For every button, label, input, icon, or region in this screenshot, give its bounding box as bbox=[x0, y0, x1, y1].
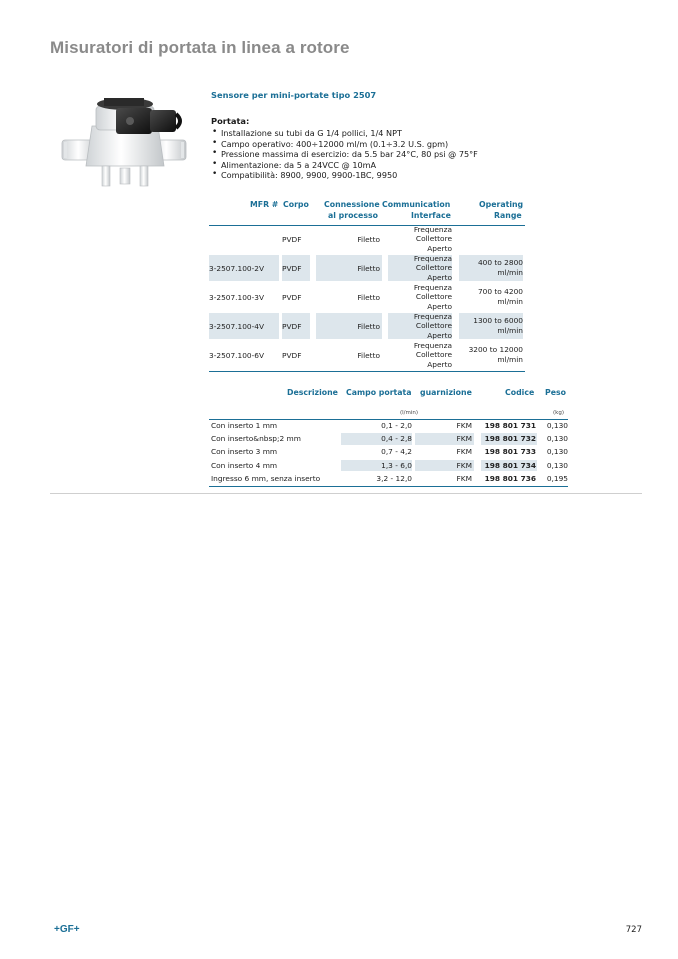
spec-item: • Compatibilità: 8900, 9900, 9900-1BC, 9950 bbox=[211, 170, 478, 181]
cell-comm-line: Collettore bbox=[415, 234, 452, 244]
spec-list bbox=[211, 128, 478, 181]
cell-guarnizione: FKM bbox=[456, 447, 472, 457]
cell-range-line: 400 to 2800 bbox=[477, 258, 523, 268]
cell-comm-line: Aperto bbox=[427, 243, 452, 253]
table-row bbox=[209, 226, 525, 255]
cell-comm-line: Aperto bbox=[427, 330, 452, 340]
cell-range-line: ml/min bbox=[497, 355, 523, 364]
header-mfr: MFR # bbox=[250, 200, 279, 209]
table-row bbox=[209, 460, 568, 473]
sensor-models-table bbox=[209, 198, 525, 372]
cell-comm-line: Frequenza bbox=[413, 224, 452, 234]
cell-comm-line: Aperto bbox=[427, 272, 452, 282]
cell-campo: 0,1 - 2,0 bbox=[381, 421, 412, 430]
cell-corpo: PVDF bbox=[282, 292, 302, 302]
cell-corpo: PVDF bbox=[282, 234, 302, 244]
cell-connessione: Filetto bbox=[357, 292, 380, 302]
cell-comm-line: Collettore bbox=[415, 321, 452, 331]
cell-campo: 3,2 - 12,0 bbox=[376, 473, 412, 483]
header-codice: Codice bbox=[505, 388, 535, 397]
cell-guarnizione: FKM bbox=[456, 473, 472, 483]
cell-range-line: ml/min bbox=[497, 297, 523, 306]
cell-range-line: 3200 to 12000 bbox=[468, 345, 523, 355]
product-title: Sensore per mini-portate tipo 2507 bbox=[211, 90, 377, 100]
cell-corpo: PVDF bbox=[282, 263, 302, 273]
cell-connessione: Filetto bbox=[357, 234, 380, 244]
cell-codice: 198 801 734 bbox=[484, 460, 536, 470]
spec-heading: Portata: bbox=[211, 116, 250, 126]
table-row bbox=[209, 446, 568, 459]
cell-comm-line: Collettore bbox=[415, 263, 452, 273]
cell-mfr: 3-2507.100-2V bbox=[209, 263, 265, 273]
cell-peso: 0,130 bbox=[546, 434, 568, 444]
page-divider bbox=[50, 493, 642, 494]
cell-connessione: Filetto bbox=[357, 263, 380, 273]
cell-codice: 198 801 736 bbox=[484, 473, 536, 483]
spec-item: • Pressione massima di esercizio: da 5.5 bar 24°C, 80 psi @ 75°F bbox=[211, 149, 478, 160]
cell-descrizione: Con inserto 1 mm bbox=[211, 421, 278, 430]
cell-campo: 1,3 - 6,0 bbox=[381, 460, 412, 470]
header-communication-line2: Interface bbox=[411, 211, 451, 220]
cell-peso: 0,130 bbox=[546, 447, 568, 457]
header-connessione-line2: al processo bbox=[328, 211, 378, 220]
table-row bbox=[209, 420, 568, 433]
header-range-line2: Range bbox=[494, 211, 522, 220]
table-row bbox=[209, 313, 525, 342]
page-number: 727 bbox=[625, 925, 642, 935]
cell-connessione: Filetto bbox=[357, 350, 380, 360]
cell-comm-line: Collettore bbox=[415, 350, 452, 360]
cell-codice: 198 801 732 bbox=[484, 434, 536, 444]
header-corpo: Corpo bbox=[283, 200, 309, 209]
cell-connessione: Filetto bbox=[357, 321, 380, 331]
cell-peso: 0,130 bbox=[546, 460, 568, 470]
cell-mfr: 3-2507.100-4V bbox=[209, 321, 265, 331]
table-row bbox=[209, 284, 525, 313]
table-row bbox=[209, 433, 568, 446]
table-row bbox=[209, 473, 568, 486]
cell-descrizione: Con inserto 4 mm bbox=[211, 460, 278, 470]
cell-range-line: 1300 to 6000 bbox=[473, 316, 523, 326]
spec-item: • Installazione su tubi da G 1/4 pollici, 1/4 NPT bbox=[211, 128, 478, 139]
cell-codice: 198 801 731 bbox=[484, 421, 536, 430]
cell-descrizione: Con inserto 3 mm bbox=[211, 447, 278, 457]
cell-range-line: ml/min bbox=[497, 326, 523, 335]
unit-peso: (kg) bbox=[553, 410, 564, 416]
header-range: Operating bbox=[479, 200, 524, 209]
table-header bbox=[209, 198, 525, 226]
table-row bbox=[209, 342, 525, 371]
cell-comm-line: Aperto bbox=[427, 301, 452, 311]
table-row bbox=[209, 255, 525, 284]
table-header bbox=[209, 386, 568, 410]
cell-range-line: ml/min bbox=[497, 268, 523, 277]
cell-mfr: 3-2507.100-3V bbox=[209, 292, 265, 302]
cell-corpo: PVDF bbox=[282, 350, 302, 360]
unit-campo: (l/min) bbox=[400, 410, 419, 416]
header-descrizione: Descrizione bbox=[287, 388, 338, 397]
header-guarnizione: guarnizione bbox=[420, 388, 472, 397]
rotor-flow-sensor-image bbox=[60, 88, 190, 194]
cell-comm-line: Aperto bbox=[427, 359, 452, 369]
spec-item: • Campo operativo: 400÷12000 ml/m (0.1÷3.2 U.S. gpm) bbox=[211, 139, 478, 150]
page-title: Misuratori di portata in linea a rotore bbox=[50, 38, 350, 57]
cell-campo: 0,4 - 2,8 bbox=[381, 434, 412, 444]
cell-descrizione: Ingresso 6 mm, senza inserto bbox=[211, 473, 321, 483]
cell-comm-line: Frequenza bbox=[413, 282, 452, 292]
cell-peso: 0,130 bbox=[546, 421, 568, 430]
inserts-table bbox=[209, 386, 568, 487]
cell-mfr: 3-2507.100-6V bbox=[209, 350, 265, 360]
header-campo: Campo portata bbox=[346, 388, 412, 397]
cell-guarnizione: FKM bbox=[456, 460, 472, 470]
units-row bbox=[209, 410, 568, 420]
spec-item: • Alimentazione: da 5 a 24VCC @ 10mA bbox=[211, 160, 478, 171]
cell-comm-line: Collettore bbox=[415, 292, 452, 302]
cell-guarnizione: FKM bbox=[456, 421, 472, 430]
cell-corpo: PVDF bbox=[282, 321, 302, 331]
cell-comm-line: Frequenza bbox=[413, 253, 452, 263]
header-communication: Communication bbox=[382, 200, 451, 209]
cell-comm-line: Frequenza bbox=[413, 311, 452, 321]
cell-peso: 0,195 bbox=[546, 473, 568, 483]
cell-guarnizione: FKM bbox=[456, 434, 472, 444]
cell-range-line: 700 to 4200 bbox=[477, 287, 523, 297]
header-connessione: Connessione bbox=[324, 200, 380, 209]
cell-campo: 0,7 - 4,2 bbox=[381, 447, 412, 457]
cell-codice: 198 801 733 bbox=[484, 447, 536, 457]
cell-descrizione: Con inserto&nbsp;2 mm bbox=[211, 434, 301, 444]
cell-comm-line: Frequenza bbox=[413, 340, 452, 350]
header-peso: Peso bbox=[545, 388, 566, 397]
brand-logo: +GF+ bbox=[54, 924, 80, 935]
